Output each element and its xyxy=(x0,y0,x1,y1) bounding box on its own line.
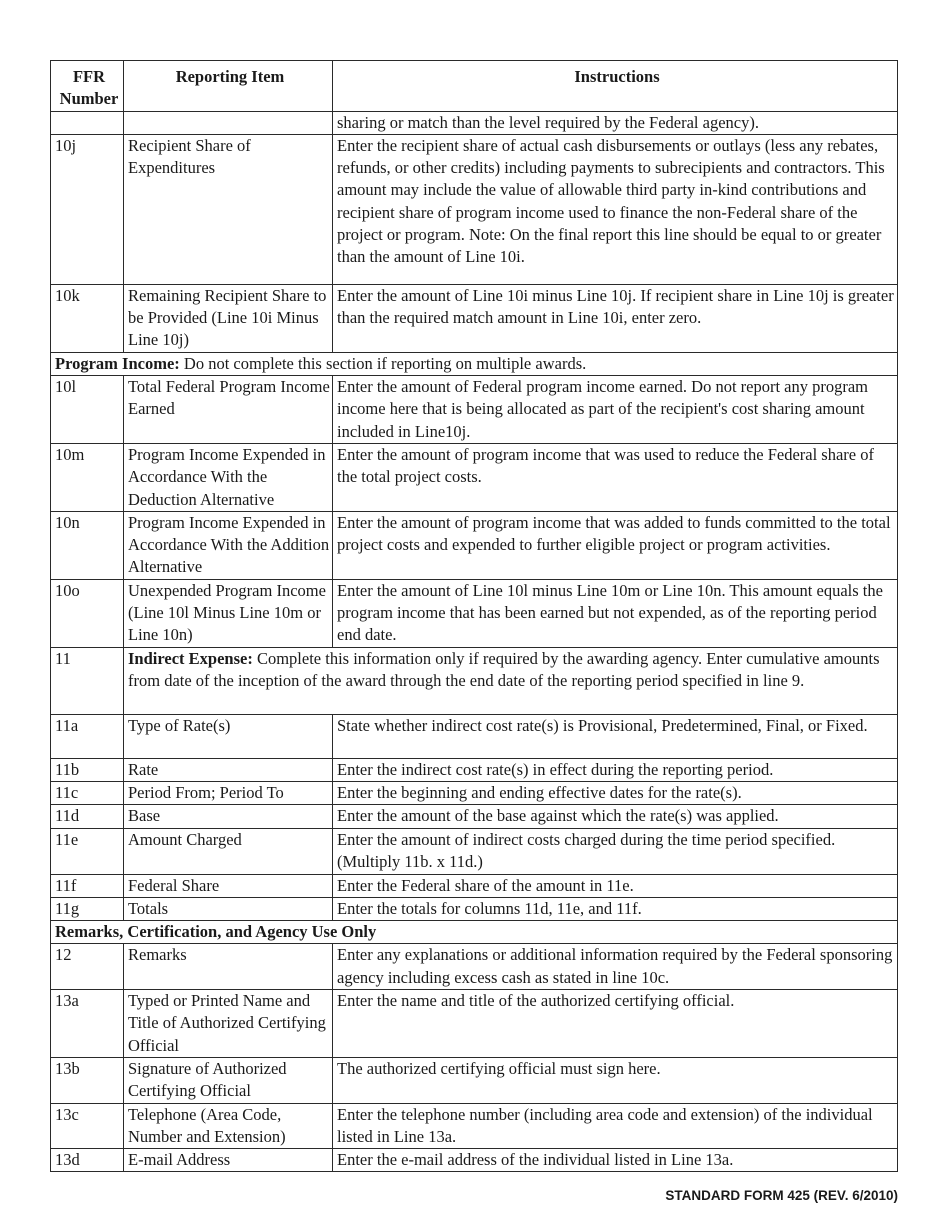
row-item: Total Federal Program Income Earned xyxy=(124,376,333,444)
program-income-title: Program Income: xyxy=(55,353,180,373)
table-row xyxy=(51,1149,898,1172)
remarks-section-heading xyxy=(51,921,898,944)
row-number: 10o xyxy=(51,579,124,647)
program-income-note: Do not complete this section if reporting on multiple awards. xyxy=(179,353,587,373)
row-item: Signature of Authorized Certifying Official xyxy=(124,1057,333,1103)
row-number: 10l xyxy=(51,376,124,444)
row-instructions: Enter the telephone number (including area code and extension) of the individual listed in Line 13a. xyxy=(333,1103,898,1149)
form-footer-label: STANDARD FORM 425 (REV. 6/2010) xyxy=(665,1188,898,1203)
row-instructions: Enter the recipient share of actual cash disbursements or outlays (less any rebates, refunds, or other credits) including payments to subrecipients and contractors. This amount may include the value of allowable third party in-kind contributions and recipient share of program income used to finance the non-Federal share of the project or program. Note: On the final report this line should be equal to or greater than the amount of Line 10i. xyxy=(333,134,898,284)
table-row xyxy=(51,443,898,511)
row-number: 11f xyxy=(51,874,124,897)
indirect-expense-row xyxy=(51,647,898,714)
row-instructions: Enter the Federal share of the amount in 11e. xyxy=(333,874,898,897)
row-number: 13b xyxy=(51,1057,124,1103)
indirect-expense-text xyxy=(124,647,898,714)
instructions-table xyxy=(50,60,898,1172)
row-number: 11d xyxy=(51,805,124,828)
row-instructions: Enter the amount of indirect costs charged during the time period specified. (Multiply 11b. x 11d.) xyxy=(333,828,898,874)
row-number: 11g xyxy=(51,897,124,920)
program-income-heading xyxy=(51,352,898,375)
row-number: 11e xyxy=(51,828,124,874)
table-row xyxy=(51,897,898,920)
row-instructions: Enter the amount of Line 10i minus Line 10j. If recipient share in Line 10j is greater than the required match amount in Line 10i, enter zero. xyxy=(333,284,898,352)
header-reporting-item: Reporting Item xyxy=(124,61,333,112)
row-item: Federal Share xyxy=(124,874,333,897)
table-row xyxy=(51,284,898,352)
row-number: 13a xyxy=(51,990,124,1058)
table-row xyxy=(51,511,898,579)
row-number: 10j xyxy=(51,134,124,284)
row-item: Amount Charged xyxy=(124,828,333,874)
table-row xyxy=(51,714,898,758)
row-item: Program Income Expended in Accordance With the Addition Alternative xyxy=(124,511,333,579)
row-item: Totals xyxy=(124,897,333,920)
row-item: Telephone (Area Code, Number and Extension) xyxy=(124,1103,333,1149)
continuation-item-cell xyxy=(124,111,333,134)
row-number: 13d xyxy=(51,1149,124,1172)
row-instructions: Enter the indirect cost rate(s) in effect during the reporting period. xyxy=(333,758,898,781)
continuation-row xyxy=(51,111,898,134)
row-number: 11a xyxy=(51,714,124,758)
row-number: 13c xyxy=(51,1103,124,1149)
row-instructions: Enter the amount of the base against which the rate(s) was applied. xyxy=(333,805,898,828)
row-number: 11 xyxy=(51,647,124,714)
row-number: 10m xyxy=(51,443,124,511)
table-row xyxy=(51,579,898,647)
row-instructions: The authorized certifying official must sign here. xyxy=(333,1057,898,1103)
header-instructions: Instructions xyxy=(333,61,898,112)
table-row xyxy=(51,990,898,1058)
row-item: Typed or Printed Name and Title of Authorized Certifying Official xyxy=(124,990,333,1058)
program-income-section-row xyxy=(51,352,898,375)
row-instructions: Enter the amount of Line 10l minus Line 10m or Line 10n. This amount equals the program income that has been earned but not expended, as of the reporting period end date. xyxy=(333,579,898,647)
table-row xyxy=(51,828,898,874)
row-item: Unexpended Program Income (Line 10l Minus Line 10m or Line 10n) xyxy=(124,579,333,647)
row-item: Type of Rate(s) xyxy=(124,714,333,758)
table-row xyxy=(51,1057,898,1103)
row-item: Base xyxy=(124,805,333,828)
row-instructions: Enter the e-mail address of the individual listed in Line 13a. xyxy=(333,1149,898,1172)
row-instructions: Enter the beginning and ending effective dates for the rate(s). xyxy=(333,781,898,804)
table-row xyxy=(51,758,898,781)
row-instructions: Enter the amount of Federal program income earned. Do not report any program income here that is being allocated as part of the recipient's cost sharing amount included in Line10j. xyxy=(333,376,898,444)
row-item: Period From; Period To xyxy=(124,781,333,804)
indirect-expense-description: Complete this information only if required by the awarding agency. Enter cumulative amounts from date of the inception of the award through the end date of the reporting period specified in line 9. xyxy=(128,648,880,690)
row-instructions: State whether indirect cost rate(s) is Provisional, Predetermined, Final, or Fixed. xyxy=(333,714,898,758)
table-row xyxy=(51,134,898,284)
header-row xyxy=(51,61,898,112)
row-number: 10n xyxy=(51,511,124,579)
table-row xyxy=(51,781,898,804)
row-number: 11c xyxy=(51,781,124,804)
row-instructions: Enter the amount of program income that was used to reduce the Federal share of the total project costs. xyxy=(333,443,898,511)
table-row xyxy=(51,376,898,444)
table-row xyxy=(51,805,898,828)
remarks-section-title: Remarks, Certification, and Agency Use Only xyxy=(55,922,377,942)
row-number: 11b xyxy=(51,758,124,781)
indirect-expense-title: Indirect Expense: xyxy=(128,648,253,668)
table-row xyxy=(51,1103,898,1149)
row-item: Program Income Expended in Accordance With the Deduction Alternative xyxy=(124,443,333,511)
row-item: Rate xyxy=(124,758,333,781)
row-number: 12 xyxy=(51,944,124,990)
table-row xyxy=(51,874,898,897)
row-item: Recipient Share of Expenditures xyxy=(124,134,333,284)
continuation-number-cell xyxy=(51,111,124,134)
row-item: E-mail Address xyxy=(124,1149,333,1172)
header-ffr-number: FFR Number xyxy=(51,61,124,112)
row-instructions: Enter the totals for columns 11d, 11e, and 11f. xyxy=(333,897,898,920)
row-instructions: Enter the amount of program income that was added to funds committed to the total project costs and expended to further eligible project or program activities. xyxy=(333,511,898,579)
row-number: 10k xyxy=(51,284,124,352)
continuation-text: sharing or match than the level required by the Federal agency). xyxy=(333,111,898,134)
row-instructions: Enter the name and title of the authorized certifying official. xyxy=(333,990,898,1058)
row-item: Remarks xyxy=(124,944,333,990)
table-row xyxy=(51,944,898,990)
row-item: Remaining Recipient Share to be Provided (Line 10i Minus Line 10j) xyxy=(124,284,333,352)
row-instructions: Enter any explanations or additional information required by the Federal sponsoring agency including excess cash as stated in line 10c. xyxy=(333,944,898,990)
remarks-section-row xyxy=(51,921,898,944)
